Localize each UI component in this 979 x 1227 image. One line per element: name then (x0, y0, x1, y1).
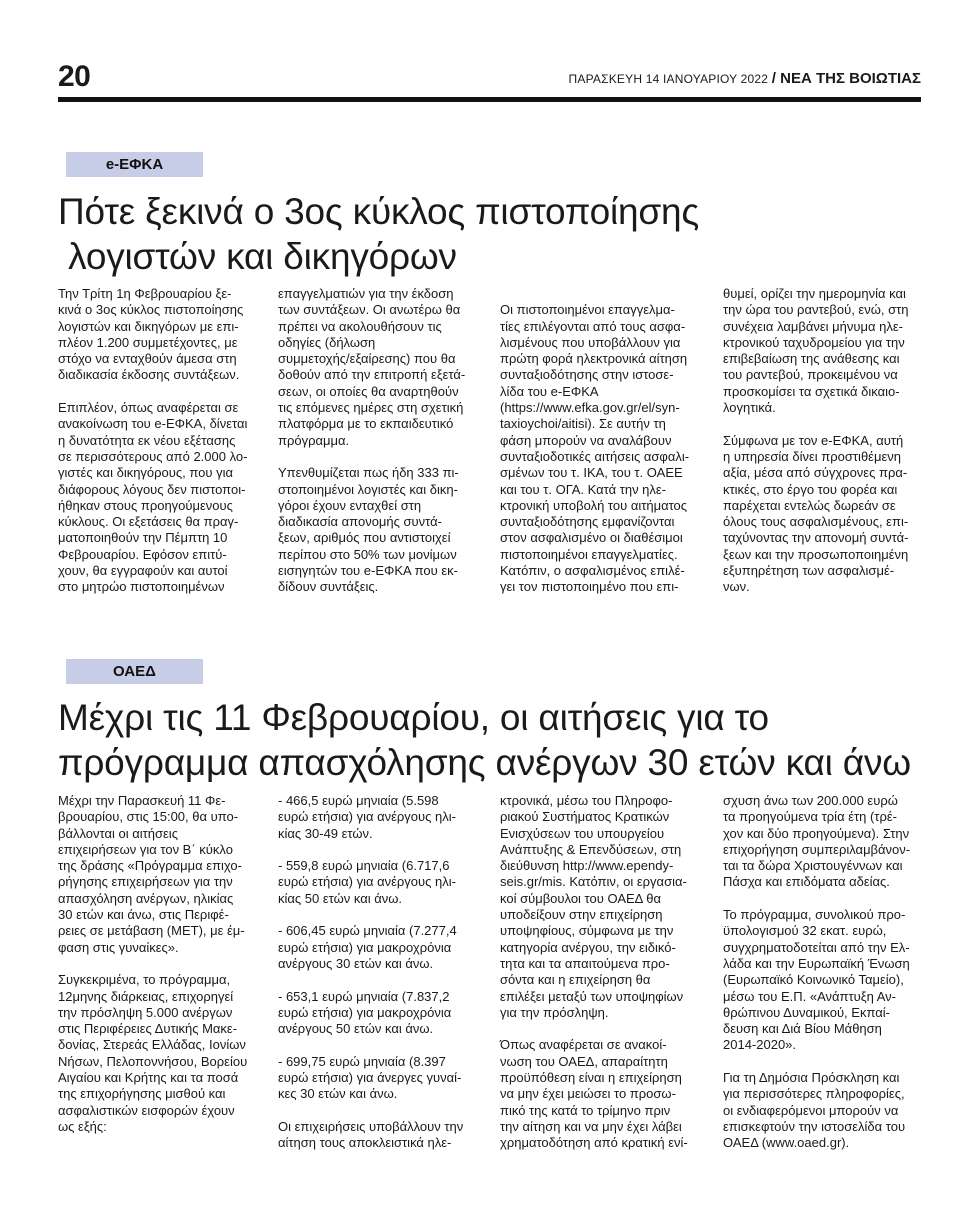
text-line: ευρώ ετήσια) για μακροχρόνια (278, 939, 452, 955)
text-line: συνταξιοδότησης στην ιστοσε- (500, 367, 674, 383)
text-line: τίες επιλέγονται από τους ασφα- (500, 318, 686, 334)
text-line: προϋπόθεση είναι η επιχείρηση (500, 1070, 682, 1086)
text-line: Φεβρουαρίου. Εφόσον επιτύ- (58, 546, 227, 562)
text-line: - 559,8 ευρώ μηνιαία (6.717,6 (278, 858, 450, 874)
text-line: Πάσχα και επιδόματα αδείας. (723, 874, 890, 890)
text-line: Για τη Δημόσια Πρόσκληση και (723, 1070, 900, 1086)
text-line: κτρονικά, μέσω του Πληροφο- (500, 793, 673, 808)
text-line: ευρώ ετήσια) για ανέργους ηλι- (278, 809, 456, 825)
text-line: η υπηρεσία δίνει προστιθέμενη (723, 448, 901, 464)
text-line: η δυνατότητα εκ νέου εξέτασης (58, 432, 236, 448)
text-line: Αιγαίου και Κρήτης και τα ποσά (58, 1070, 239, 1086)
text-line: τα προηγούμενα τρία έτη (τρέ- (723, 809, 897, 825)
text-line: χρηματοδότηση από κρατική ενί- (500, 1135, 688, 1151)
text-line: βάλλονται οι αιτήσεις (58, 825, 178, 841)
text-line: συνέχεια λαμβάνει μήνυμα ηλε- (723, 318, 903, 334)
article1-section-tag: e-ΕΦΚΑ (66, 152, 203, 177)
text-line: στις Περιφέρειες Δυτικής Μακε- (58, 1021, 238, 1037)
text-line: κτικές, στο έργο του φορέα και (723, 481, 898, 497)
text-line: στόχο να ενταχθούν άμεσα στη (58, 351, 237, 367)
text-line: - 606,45 ευρώ μηνιαία (7.277,4 (278, 923, 457, 939)
masthead-separator: / (771, 70, 776, 87)
article1-column-2 (278, 286, 483, 596)
text-line: περίπου στο 50% των μονίμων (278, 546, 457, 562)
page-number: 20 (58, 60, 91, 93)
text-line: την πρόσληψη 5.000 ανέργων (58, 1004, 233, 1020)
text-line: Σύμφωνα με τον e-ΕΦΚΑ, αυτή (723, 432, 904, 448)
text-line: θυμεί, ορίζει την ημερομηνία και (723, 286, 906, 301)
text-line: σε περισσότερους από 2.000 λο- (58, 448, 248, 464)
text-line: ευρώ ετήσια) για μακροχρόνια (278, 1004, 452, 1020)
text-line: εισηγητών του e-ΕΦΚΑ που εκ- (278, 563, 458, 579)
text-line: λίδα του e-ΕΦΚΑ (500, 383, 599, 399)
text-line: - 699,75 ευρώ μηνιαία (8.397 (278, 1053, 446, 1069)
article2-column-4 (723, 793, 928, 1152)
text-line: 30 ετών και άνω, στις Περιφέ- (58, 907, 229, 923)
text-line: θρώπινου Δυναμικού, Εκπαί- (723, 1004, 890, 1020)
text-line: προσκομίσει τα σχετικά δικαιο- (723, 383, 900, 399)
text-line: επιβεβαίωση της ανάθεσης και (723, 351, 900, 367)
text-line: επιχορήγηση συμπεριλαμβάνον- (723, 841, 911, 857)
article2-headline (58, 695, 911, 785)
text-line: ανέργους 50 ετών και άνω. (278, 1021, 434, 1037)
text-line: ται τα δώρα Χριστουγέννων και (723, 858, 903, 874)
text-line: Ανάπτυξης & Επενδύσεων, στη (500, 841, 682, 857)
text-line: διάφορους λόγους δεν πιστοποι- (58, 481, 246, 497)
text-line: αξία, μέσα από σύγχρονες πρα- (723, 465, 908, 481)
text-line: πλατφόρμα με το εκπαιδευτικό (278, 416, 454, 432)
text-line: λογητικά. (723, 400, 776, 416)
text-line: για περισσότερες πληροφορίες, (723, 1086, 905, 1102)
text-line: για την πρόσληψη. (500, 1004, 609, 1020)
text-line: τις επόμενες ημέρες στη σχετική (278, 400, 464, 416)
text-line: φάση μπορούν να αναλάβουν (500, 432, 672, 448)
newspaper-name: ΝΕΑ ΤΗΣ ΒΟΙΩΤΙΑΣ (780, 70, 921, 87)
issue-date: ΠΑΡΑΣΚΕΥΗ 14 ΙΑΝΟΥΑΡΙΟΥ 2022 (568, 72, 769, 86)
text-line: οδηγίες (δήλωση (278, 334, 376, 350)
text-line: χον και δύο προηγούμενα). Στην (723, 825, 910, 841)
text-line: και του τ. ΟΓΑ. Κατά την ηλε- (500, 481, 667, 497)
text-line: γιστές και δικηγόρους, που για (58, 465, 234, 481)
text-line: ξεων και την προσωποποιημένη (723, 546, 909, 562)
text-line: του ραντεβού, προκειμένου να (723, 367, 898, 383)
article1-headline-line: λογιστών και δικηγόρων (58, 236, 457, 277)
text-line: 2014-2020». (723, 1037, 797, 1053)
header-rule (58, 97, 921, 102)
text-line: ταχύνοντας την απονομή συντά- (723, 530, 909, 546)
text-line: Νήσων, Πελοποννήσου, Βορείου (58, 1053, 248, 1069)
text-line: Ενισχύσεων του υπουργείου (500, 825, 665, 841)
text-line: - 466,5 ευρώ μηνιαία (5.598 (278, 793, 439, 808)
text-line: πρώτη φορά ηλεκτρονικά αίτηση (500, 351, 688, 367)
text-line: πλέον 1.200 συμμετέχοντες, με (58, 334, 238, 350)
text-line: της δράσης «Πρόγραμμα επιχο- (58, 858, 242, 874)
text-line: ευρώ ετήσια) για άνεργες γυναί- (278, 1070, 462, 1086)
text-line: επιχειρήσεων για τον Β΄ κύκλο (58, 841, 233, 857)
text-line: κοί σύμβουλοι του ΟΑΕΔ θα (500, 890, 661, 906)
text-line: (https://www.efka.gov.gr/el/syn- (500, 400, 680, 416)
text-line: Επιπλέον, όπως αναφέρεται σε (58, 400, 239, 416)
text-line: αίτηση τους αποκλειστικά ηλε- (278, 1135, 452, 1151)
text-line: ξεων, αριθμός που αντιστοιχεί (278, 530, 451, 546)
article2-headline-line: πρόγραμμα απασχόλησης ανέργων 30 ετών και άνω (58, 742, 911, 783)
article2-column-1 (58, 793, 263, 1135)
text-line: των συντάξεων. Οι ανωτέρω θα (278, 302, 461, 318)
text-line: γόροι έχουν ενταχθεί στη (278, 497, 422, 513)
article2-column-2 (278, 793, 483, 1152)
text-line: στο μητρώο πιστοποιημένων (58, 579, 225, 595)
article1-column-4 (723, 286, 928, 596)
text-line (278, 449, 483, 465)
text-line: νωση του ΟΑΕΔ, απαραίτητη (500, 1053, 668, 1069)
text-line: επαγγελματιών για την έκδοση (278, 286, 454, 301)
text-line (723, 1054, 928, 1070)
text-line (278, 842, 483, 858)
text-line: της επιχορήγησης μισθού και (58, 1086, 226, 1102)
text-line: τητα και τα απαιτούμενα προ- (500, 955, 670, 971)
text-line: ασφαλιστικών εισφορών έχουν (58, 1102, 235, 1118)
text-line: διαδικασία απονομής συντά- (278, 514, 442, 530)
article1-column-1 (58, 286, 263, 596)
text-line: δοθούν από την επιτροπή εξετά- (278, 367, 466, 383)
text-line: χουν, θα εγγραφούν και αυτοί (58, 563, 228, 579)
text-line (500, 1021, 705, 1037)
text-line: φαση στις γυναίκες». (58, 939, 179, 955)
text-line: διεύθυνση http://www.ependy- (500, 858, 674, 874)
text-line: ανέργους 30 ετών και άνω. (278, 955, 434, 971)
text-line: ευρώ ετήσια) για ανέργους ηλι- (278, 874, 456, 890)
text-line: κίας 30-49 ετών. (278, 825, 373, 841)
article1-headline-line: Πότε ξεκινά ο 3ος κύκλος πιστοποίησης (58, 191, 700, 232)
text-line: πρόγραμμα. (278, 432, 350, 448)
text-line: Το πρόγραμμα, συνολικού προ- (723, 907, 906, 923)
text-line: σμένων του τ. ΙΚΑ, του τ. ΟΑΕΕ (500, 465, 683, 481)
article2-column-3 (500, 793, 705, 1152)
text-line: Όπως αναφέρεται σε ανακοί- (500, 1037, 667, 1053)
text-line: Υπενθυμίζεται πως ήδη 333 πι- (278, 465, 459, 481)
text-line (58, 384, 263, 400)
text-line: την αίτηση και να μην έχει λάβει (500, 1118, 682, 1134)
text-line: υποψηφίους, σύμφωνα με την (500, 923, 674, 939)
text-line: ανακοίνωση του e-ΕΦΚΑ, δίνεται (58, 416, 248, 432)
text-line: συμμετοχής/εξαίρεσης) που θα (278, 351, 456, 367)
text-line (723, 416, 928, 432)
text-line: 12μηνης διάρκειας, επιχορηγεί (58, 988, 234, 1004)
text-line: ήθηκαν στους προηγούμενους (58, 497, 233, 513)
text-line: στοποιημένοι λογιστές και δικη- (278, 481, 458, 497)
text-line: την ώρα του ραντεβού, ενώ, στη (723, 302, 909, 318)
text-line: εξυπηρέτηση των ασφαλισμέ- (723, 563, 895, 579)
article1-column-3 (500, 286, 705, 596)
text-line: ρειες σε μετάβαση (ΜΕΤ), με έμ- (58, 923, 245, 939)
text-line: δονίας, Στερεάς Ελλάδας, Ιονίων (58, 1037, 246, 1053)
text-line: συνταξιοδότησης εμφανίζονται (500, 514, 675, 530)
text-line: κες 30 ετών και άνω. (278, 1086, 398, 1102)
text-line: Μέχρι την Παρασκευή 11 Φε- (58, 793, 226, 808)
text-line: οι ενδιαφερόμενοι μπορούν να (723, 1102, 899, 1118)
text-line: δίδουν συντάξεις. (278, 579, 379, 595)
text-line: κατηγορία ανέργου, την ειδικό- (500, 939, 676, 955)
text-line: απασχόληση ανέργων, ηλικίας (58, 890, 234, 906)
text-line (723, 891, 928, 907)
text-line: Οι πιστοποιημένοι επαγγελμα- (500, 302, 675, 318)
text-line: βρουαρίου, στις 15:00, θα υπο- (58, 809, 239, 825)
text-line: διαδικασία έκδοσης συντάξεων. (58, 367, 240, 383)
text-line: ρήγησης επιχειρήσεων για την (58, 874, 233, 890)
text-line: Συγκεκριμένα, το πρόγραμμα, (58, 972, 231, 988)
text-line: Οι επιχειρήσεις υποβάλλουν την (278, 1118, 464, 1134)
text-line: λάδα και την Ευρωπαϊκή Ένωση (723, 955, 910, 971)
text-line: seis.gr/mis. Κατόπιν, οι εργασια- (500, 874, 687, 890)
text-line: στον ασφαλισμένο οι διαθέσιμοι (500, 530, 683, 546)
text-line: γει τον πιστοποιημένο που επι- (500, 579, 679, 595)
text-line: κύκλους. Οι εξετάσεις θα πραγ- (58, 514, 239, 530)
text-line: ριακού Συστήματος Κρατικών (500, 809, 670, 825)
text-line: κτρονική υποβολή του αιτήματος (500, 497, 688, 513)
text-line: νων. (723, 579, 750, 595)
text-line: δευση και Διά Βίου Μάθηση (723, 1021, 882, 1037)
text-line: κινά ο 3ος κύκλος πιστοποίησης (58, 302, 244, 318)
text-line: συνταξιοδοτικές αιτήσεις ασφαλι- (500, 448, 690, 464)
text-line: όλους τους ασφαλισμένους, επι- (723, 514, 909, 530)
text-line: να μην έχει μειώσει το προσω- (500, 1086, 676, 1102)
text-line: κτρονικού ταχυδρομείου για την (723, 334, 905, 350)
text-line: σχυση άνω των 200.000 ευρώ (723, 793, 898, 808)
article2-headline-line: Μέχρι τις 11 Φεβρουαρίου, οι αιτήσεις για το (58, 697, 769, 738)
text-line: - 653,1 ευρώ μηνιαία (7.837,2 (278, 988, 450, 1004)
text-line: Την Τρίτη 1η Φεβρουαρίου ξε- (58, 286, 232, 301)
text-line: ως εξής: (58, 1118, 107, 1134)
text-line (278, 1103, 483, 1119)
article2-section-tag: ΟΑΕΔ (66, 659, 203, 684)
text-line: παρέχεται εντελώς δωρεάν σε (723, 497, 896, 513)
text-line: υποδείξουν στην επιχείρηση (500, 907, 663, 923)
text-line (58, 956, 263, 972)
text-line: πρέπει να ακολουθήσουν τις (278, 318, 442, 334)
text-line: πιστοποιημένοι επαγγελματίες. (500, 546, 678, 562)
text-line (278, 1037, 483, 1053)
article1-headline (58, 189, 699, 279)
text-line: ΟΑΕΔ (www.oaed.gr). (723, 1135, 850, 1151)
text-line: πικό της κατά το τρίμηνο πριν (500, 1102, 671, 1118)
text-line (278, 972, 483, 988)
text-line: κίας 50 ετών και άνω. (278, 890, 402, 906)
text-line: λισμένους που υποβάλλουν για (500, 334, 681, 350)
text-line: συγχρηματοδοτείται από την Ελ- (723, 939, 910, 955)
text-line: (Ευρωπαϊκό Κοινωνικό Ταμείο), (723, 972, 904, 988)
text-line: λογιστών και δικηγόρων με επι- (58, 318, 239, 334)
text-line: μέσω του Ε.Π. «Ανάπτυξη Αν- (723, 988, 896, 1004)
text-line: σεων, οι οποίες θα αναρτηθούν (278, 383, 459, 399)
text-line (278, 907, 483, 923)
text-line: ματοποιηθούν την Πέμπτη 10 (58, 530, 228, 546)
text-line: σόντα και η επιχείρηση θα (500, 972, 651, 988)
text-line: Κατόπιν, ο ασφαλισμένος επιλέ- (500, 563, 685, 579)
text-line: επιλέξει μεταξύ των υποψηφίων (500, 988, 684, 1004)
masthead (569, 70, 922, 87)
text-line: ϋπολογισμού 32 εκατ. ευρώ, (723, 923, 887, 939)
text-line: επισκεφτούν την ιστοσελίδα του (723, 1118, 906, 1134)
text-line (500, 286, 705, 302)
text-line: taxioychoi/aitisi). Σε αυτήν τη (500, 416, 666, 432)
